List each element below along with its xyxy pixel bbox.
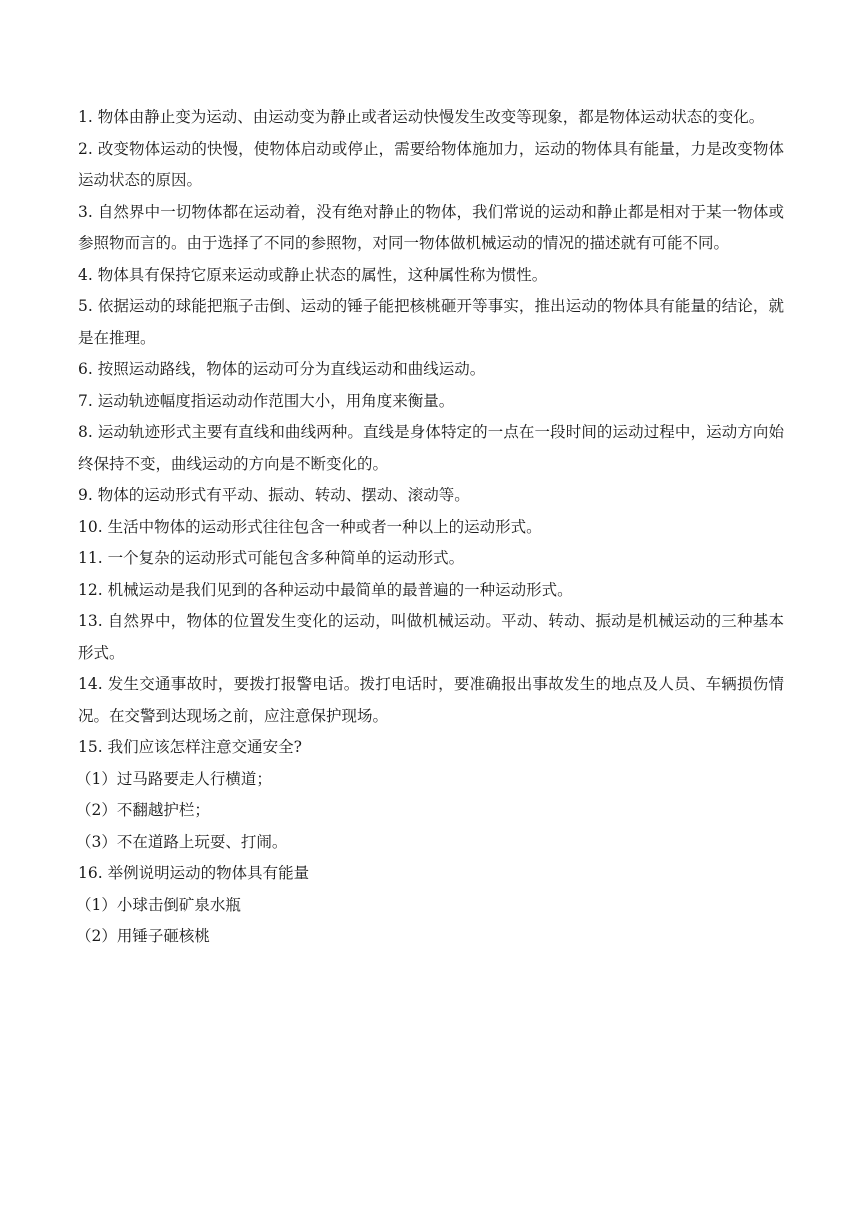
paragraph-11: 11. 一个复杂的运动形式可能包含多种简单的运动形式。 xyxy=(78,549,465,567)
paragraph-1: 1. 物体由静止变为运动、由运动变为静止或者运动快慢发生改变等现象，都是物体运动状态的变化。 xyxy=(78,108,765,126)
sub-item-15-1: （1）过马路要走人行横道； xyxy=(76,769,272,788)
document-body xyxy=(78,102,784,953)
sub-item-15-3: （3）不在道路上玩耍、打闹。 xyxy=(76,832,288,851)
paragraph-16: 16. 举例说明运动的物体具有能量 xyxy=(78,864,310,882)
sub-item-15-2: （2）不翻越护栏； xyxy=(76,801,210,819)
sub-item-16-2: （2）用锤子砸核桃 xyxy=(76,927,210,945)
paragraph-7: 7. 运动轨迹幅度指运动动作范围大小，用角度来衡量。 xyxy=(78,391,455,410)
paragraph-2: 2. 改变物体运动的快慢，使物体启动或停止，需要给物体施加力，运动的物体具有能量，力是改变物体运动状态的原因。 xyxy=(78,139,784,189)
paragraph-15: 15. 我们应该怎样注意交通安全? xyxy=(78,738,302,756)
paragraph-9: 9. 物体的运动形式有平动、振动、转动、摆动、滚动等。 xyxy=(78,486,470,504)
paragraph-3: 3. 自然界中一切物体都在运动着，没有绝对静止的物体，我们常说的运动和静止都是相对于某一物体或参照物而言的。由于选择了不同的参照物，对同一物体做机械运动的情况的描述就有可能不同。 xyxy=(78,202,784,252)
paragraph-5: 5. 依据运动的球能把瓶子击倒、运动的锤子能把核桃砸开等事实，推出运动的物体具有能量的结论，就是在推理。 xyxy=(78,297,784,347)
sub-item-16-1: （1）小球击倒矿泉水瓶 xyxy=(76,895,241,914)
paragraph-12: 12. 机械运动是我们见到的各种运动中最简单的最普遍的一种运动形式。 xyxy=(78,580,573,599)
paragraph-6: 6. 按照运动路线，物体的运动可分为直线运动和曲线运动。 xyxy=(78,360,486,378)
paragraph-8: 8. 运动轨迹形式主要有直线和曲线两种。直线是身体特定的一点在一段时间的运动过程中，运动方向始终保持不变，曲线运动的方向是不断变化的。 xyxy=(78,423,784,473)
paragraph-13: 13. 自然界中，物体的位置发生变化的运动，叫做机械运动。平动、转动、振动是机械运动的三种基本形式。 xyxy=(78,612,784,662)
paragraph-10: 10. 生活中物体的运动形式往往包含一种或者一种以上的运动形式。 xyxy=(78,517,542,536)
paragraph-14: 14. 发生交通事故时，要拨打报警电话。拨打电话时，要准确报出事故发生的地点及人员、车辆损伤情况。在交警到达现场之前，应注意保护现场。 xyxy=(78,675,784,725)
paragraph-4: 4. 物体具有保持它原来运动或静止状态的属性，这种属性称为惯性。 xyxy=(78,265,548,284)
